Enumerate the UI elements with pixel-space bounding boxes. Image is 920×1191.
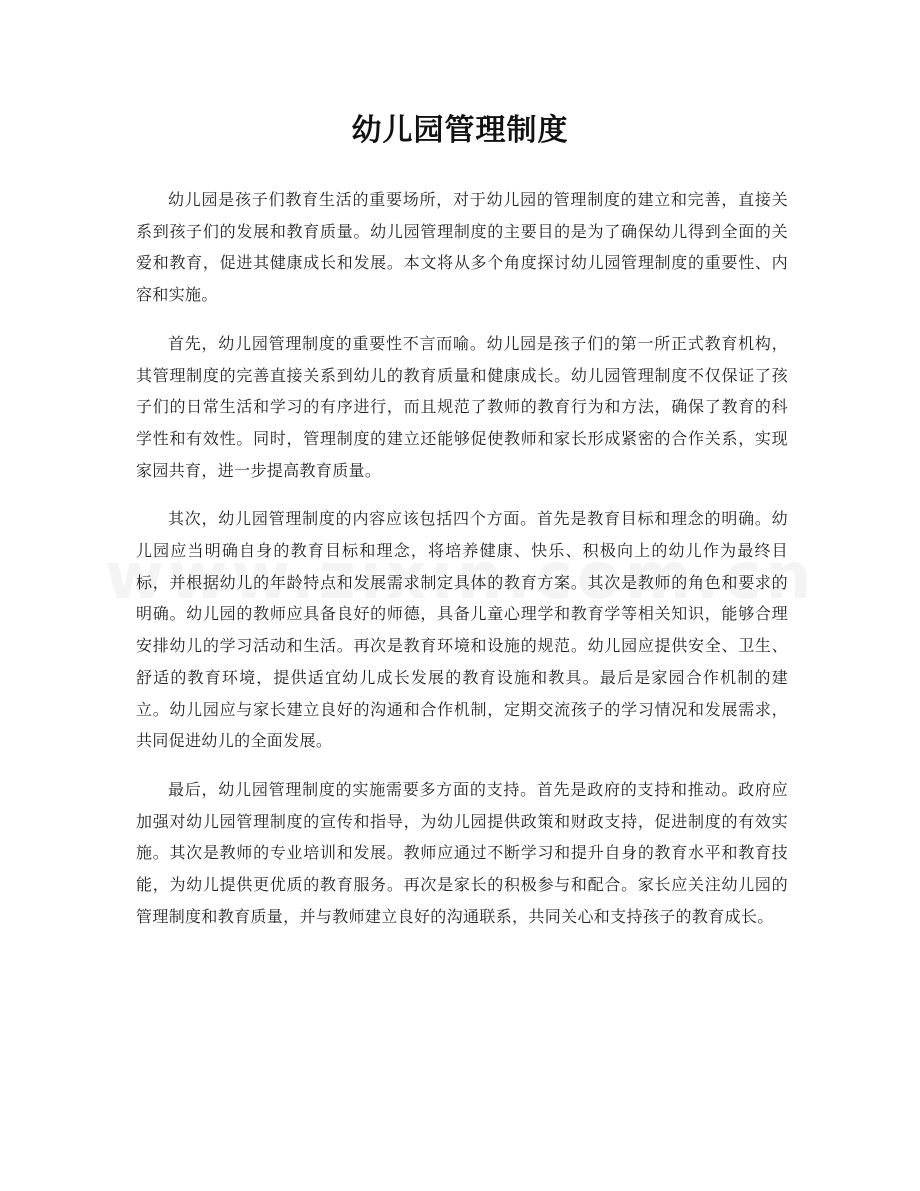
paragraph-intro: 幼儿园是孩子们教育生活的重要场所，对于幼儿园的管理制度的建立和完善，直接关系到孩子们的发展和教育质量。幼儿园管理制度的主要目的是为了确保幼儿得到全面的关爱和教育，促进其健康成长和发展。本文将从多个角度探讨幼儿园管理制度的重要性、内容和实施。 — [136, 190, 788, 305]
paragraph-importance: 首先，幼儿园管理制度的重要性不言而喻。幼儿园是孩子们的第一所正式教育机构，其管理制度的完善直接关系到幼儿的教育质量和健康成长。幼儿园管理制度不仅保证了孩子们的日常生活和学习的有序进行，而且规范了教师的教育行为和方法，确保了教育的科学性和有效性。同时，管理制度的建立还能够促使教师和家长形成紧密的合作关系，实现家园共育，进一步提高教育质量。 — [136, 333, 788, 480]
document-body — [136, 184, 788, 949]
document-title: 幼儿园管理制度 — [351, 113, 569, 148]
paragraph-implementation: 最后，幼儿园管理制度的实施需要多方面的支持。首先是政府的支持和推动。政府应加强对幼儿园管理制度的宣传和指导，为幼儿园提供政策和财政支持，促进制度的有效实施。其次是教师的专业培训和发展。教师应通过不断学习和提升自身的教育水平和教育技能，为幼儿提供更优质的教育服务。再次是家长的积极参与和配合。家长应关注幼儿园的管理制度和教育质量，并与教师建立良好的沟通联系，共同关心和支持孩子的教育成长。 — [136, 779, 788, 926]
paragraph-content: 其次，幼儿园管理制度的内容应该包括四个方面。首先是教育目标和理念的明确。幼儿园应当明确自身的教育目标和理念，将培养健康、快乐、积极向上的幼儿作为最终目标，并根据幼儿的年龄特点和发展需求制定具体的教育方案。其次是教师的角色和要求的明确。幼儿园的教师应具备良好的师德，具备儿童心理学和教育学等相关知识，能够合理安排幼儿的学习活动和生活。再次是教育环境和设施的规范。幼儿园应提供安全、卫生、舒适的教育环境，提供适宜幼儿成长发展的教育设施和教具。最后是家园合作机制的建立。幼儿园应与家长建立良好的沟通和合作机制，定期交流孩子的学习情况和发展需求，共同促进幼儿的全面发展。 — [136, 509, 788, 751]
